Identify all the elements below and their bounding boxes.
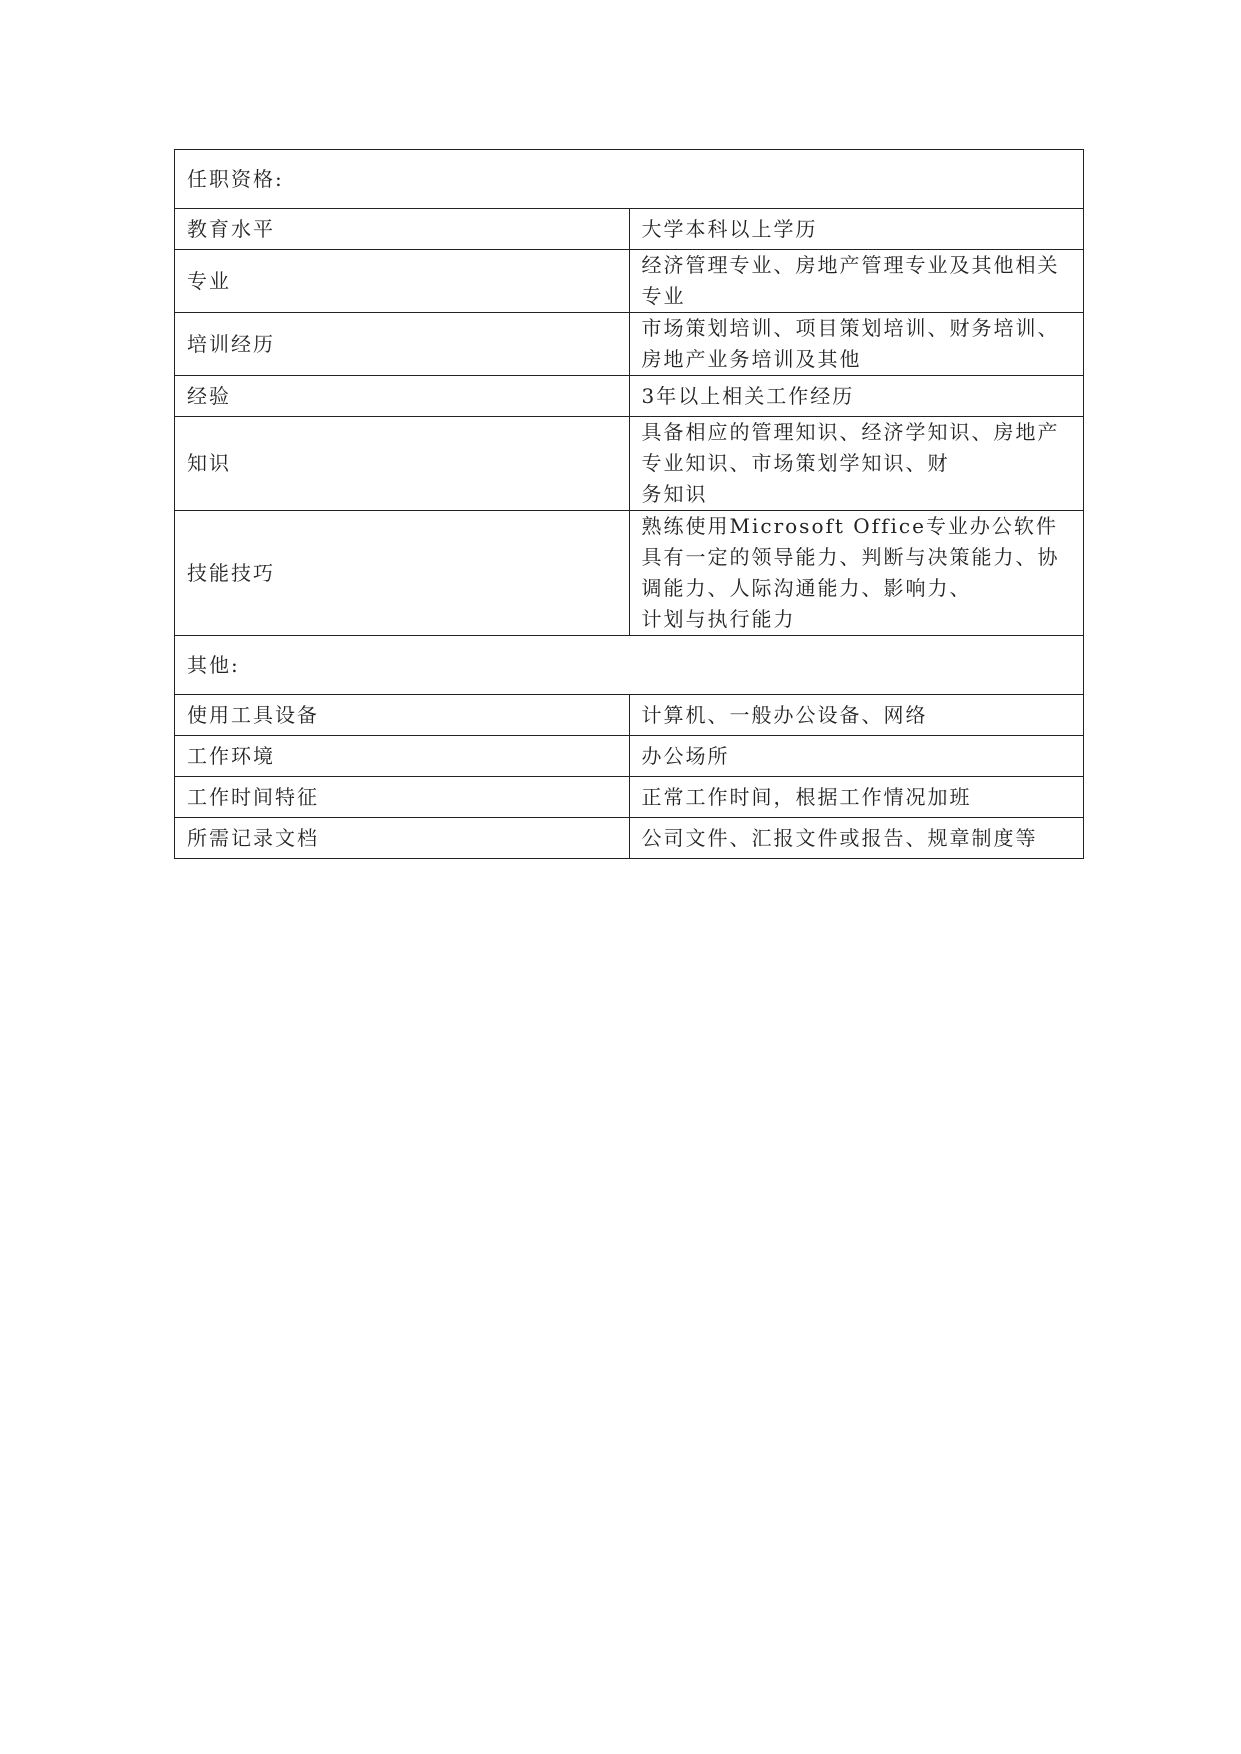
row-label-training: 培训经历	[175, 313, 630, 376]
row-value-work-hours	[629, 777, 1084, 818]
row-value-skills	[629, 511, 1084, 636]
value-line: 具备相应的管理知识、经济学知识、房地产专业知识、市场策划学知识、财	[641, 420, 1060, 475]
table-row	[175, 417, 1084, 511]
row-value-major	[629, 250, 1084, 313]
row-value-knowledge	[629, 417, 1084, 511]
row-label-environment: 工作环境	[175, 736, 630, 777]
value-line: 办公场所	[641, 743, 730, 768]
row-value-tools	[629, 695, 1084, 736]
value-line: 具有一定的领导能力、判断与决策能力、协调能力、人际沟通能力、影响力、	[641, 545, 1060, 600]
row-label-skills: 技能技巧	[175, 511, 630, 636]
table-row	[175, 818, 1084, 859]
table-row	[175, 376, 1084, 417]
row-value-education	[629, 209, 1084, 250]
row-label-experience: 经验	[175, 376, 630, 417]
table-row	[175, 209, 1084, 250]
row-value-training	[629, 313, 1084, 376]
value-line: 大学本科以上学历	[641, 216, 818, 241]
section-heading-other: 其他:	[175, 636, 1084, 695]
row-value-experience	[629, 376, 1084, 417]
row-value-documents	[629, 818, 1084, 859]
row-label-work-hours: 工作时间特征	[175, 777, 630, 818]
row-label-documents: 所需记录文档	[175, 818, 630, 859]
row-label-tools: 使用工具设备	[175, 695, 630, 736]
value-line: 计算机、一般办公设备、网络	[641, 702, 928, 727]
table-row	[175, 511, 1084, 636]
row-label-knowledge: 知识	[175, 417, 630, 511]
job-requirements-table	[174, 149, 1084, 859]
value-line: 计划与执行能力	[641, 607, 796, 631]
row-label-education: 教育水平	[175, 209, 630, 250]
value-line: 正常工作时间，根据工作情况加班	[641, 784, 972, 809]
table-row	[175, 777, 1084, 818]
value-line: 公司文件、汇报文件或报告、规章制度等	[641, 825, 1038, 850]
value-line: 3年以上相关工作经历	[641, 383, 855, 408]
table-row	[175, 250, 1084, 313]
row-label-major: 专业	[175, 250, 630, 313]
value-line: 务知识	[641, 482, 708, 506]
table-row	[175, 313, 1084, 376]
row-value-environment	[629, 736, 1084, 777]
table-row	[175, 736, 1084, 777]
section-heading-qualifications: 任职资格:	[175, 150, 1084, 209]
table-row	[175, 695, 1084, 736]
value-line: 熟练使用Microsoft Office专业办公软件	[641, 514, 1058, 538]
value-line: 经济管理专业、房地产管理专业及其他相关专业	[641, 253, 1060, 308]
value-line: 市场策划培训、项目策划培训、财务培训、房地产业务培训及其他	[641, 316, 1060, 371]
